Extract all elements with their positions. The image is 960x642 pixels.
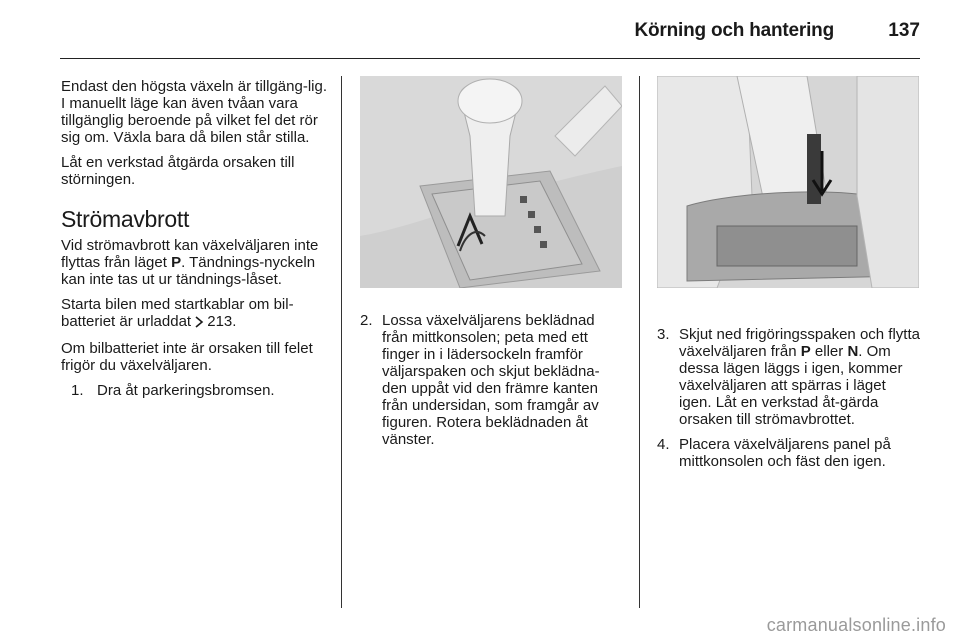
page-header bbox=[60, 0, 920, 59]
list-item: 2. Lossa växelväljarens beklädnad från mittkonsolen; peta med ett finger in i lädersockeln framför väljarspaken och skjut beklädna-den uppåt vid den främre kanten från undersidan, som framgår av figuren. Rotera beklädnaden åt vänster. bbox=[360, 312, 600, 448]
page-reference[interactable]: 213. bbox=[207, 313, 237, 330]
paragraph: Låt en verkstad åtgärda orsaken till störningen. bbox=[61, 154, 295, 188]
watermark: carmanualsonline.info bbox=[766, 615, 946, 635]
list-item: 3. Skjut ned frigöringsspaken och flytta växelväljaren från P eller N. Om dessa lägen läggs i igen, kommer växelväljaren att spärras i läget igen. Låt en verkstad åt-gärda orsaken till strömavbrottet. bbox=[657, 326, 920, 428]
list-item: 4. Placera växelväljarens panel på mittkonsolen och fäst den igen. bbox=[657, 436, 891, 470]
release-lever-illustration bbox=[657, 76, 919, 288]
column-2 bbox=[360, 76, 622, 456]
paragraph: Starta bilen med startkablar om bil-batteriet är urladdat 213. bbox=[61, 296, 294, 330]
step-list bbox=[360, 312, 622, 448]
list-item: 1. Dra åt parkeringsbromsen. bbox=[71, 382, 275, 399]
column-3 bbox=[657, 76, 920, 478]
section-title: Strömavbrott bbox=[61, 206, 190, 232]
column-divider-1 bbox=[341, 76, 342, 608]
paragraph: Om bilbatteriet inte är orsaken till felet frigör du växelväljaren. bbox=[61, 340, 313, 374]
page-title: Körning och hantering bbox=[634, 20, 834, 41]
page-number: 137 bbox=[888, 20, 920, 41]
step-list bbox=[61, 382, 329, 399]
step-list bbox=[657, 326, 920, 470]
ref-arrow-icon bbox=[195, 315, 204, 332]
column-divider-2 bbox=[639, 76, 640, 608]
gear-shift-lever-illustration bbox=[360, 76, 622, 288]
paragraph: Vid strömavbrott kan växelväljaren inte flyttas från läget P. Tändnings-nyckeln kan inte tas ut ur tändnings-låset. bbox=[61, 237, 319, 288]
paragraph: Endast den högsta växeln är tillgäng-lig. I manuellt läge kan även tvåan vara tillgänglig beroende på vilket fel det rör sig om. Växla bara då bilen står stilla. bbox=[61, 78, 328, 146]
column-1 bbox=[61, 78, 329, 407]
